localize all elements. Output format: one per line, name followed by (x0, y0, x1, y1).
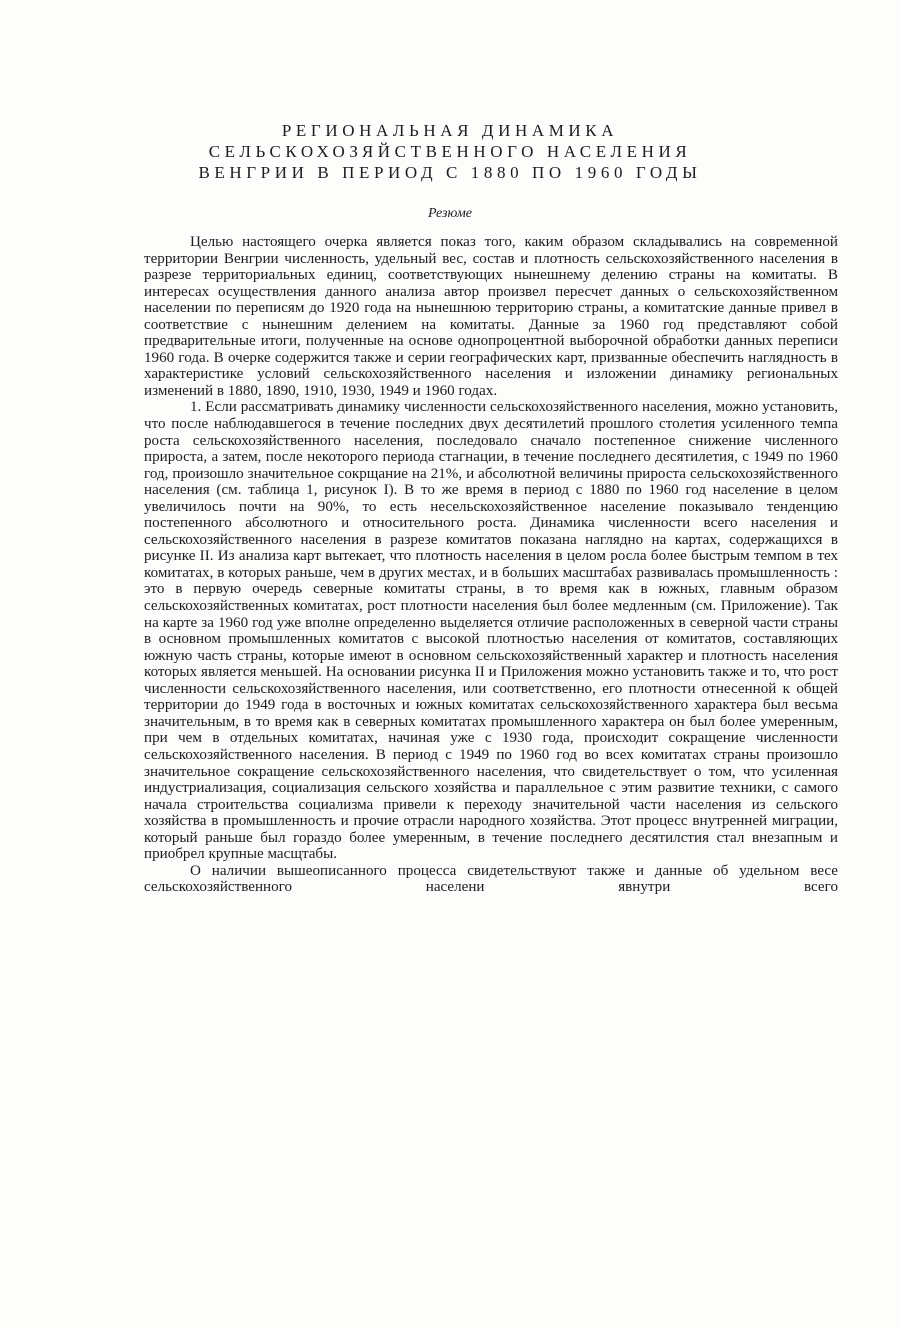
title-line: РЕГИОНАЛЬНАЯ ДИНАМИКА (281, 121, 619, 140)
title-line: ВЕНГРИИ В ПЕРИОД С 1880 ПО 1960 ГОДЫ (198, 163, 702, 182)
summary-heading: Резюме (427, 206, 473, 221)
body-text (144, 234, 838, 896)
paragraph: 1. Если рассматривать динамику численности сельскохозяйственного населения, можно установить, что после наблюдавшегося в течение последних двух десятилетий прошлого столетия усиленного темпа роста сельскохозяйственного населения, последовало сначало постепенное снижение численного прироста, а затем, после некоторого периода стагнации, в течение последнего десятилетия, с 1949 по 1960 год, произошло значительное сокрщание на 21%, и абсолютной величины прироста сельскохозяйственного населения (см. таблица 1, рисунок I). В то же время в период с 1880 по 1960 год население в целом увеличилось почти на 90%, то есть несельскохозяйственное население показывало тенденцию постепенного абсолютного и относительного роста. Динамика численности всего населения и сельскохозяйственного населения в разрезе комитатов показана наглядно на картах, содержащихся в рисунке II. Из анализа карт вытекает, что плотность населения в целом росла более быстрым темпом в тех комитатах, в которых раньше, чем в других местах, и в больших масштабах развивалась промышленность : это в первую очередь северные комитаты страны, в то время как в южных, главным образом сельскохозяйственных комитатах, рост плотности населения был более медленным (см. Приложение). Так на карте за 1960 год уже вполне определенно выделяется отличие расположенных в северной части страны в основном промышленных комитатов с высокой плотностью населения от комитатов, составляющих южную часть страны, которые имеют в основном сельскохозяйственный характер и плотность населения которых является меньшей. На основании рисунка II и Приложения можно установить также и то, что рост численности сельскохозяйственного населения, или соответственно, его плотности отнесенной к общей территории до 1949 года в восточных и южных комитатах сельскохозяйственного характера был весьма значительным, в то время как в северных комитатах промышленного характера он был более умеренным, при чем в отдельных комитатах, начиная уже с 1930 года, происходит сокращение численности сельскохозяйственного населения. В период с 1949 по 1960 год во всех комитатах страны произошло значительное сокращение сельскохозяйственного населения, что свидетельствует о том, что усиленная индустриализация, социализация сельского хозяйства и параллельное с этим развитие техники, с самого начала строительства социализма привели к переходу значительной части населения из сельского хозяйства в промышленность и прочие отрасли народного хозяйства. Этот процесс внутренней миграции, который раньше был гораздо более умеренным, в течение последнего десятилстия стал внезапным и приобрел крупные масщтабы. (144, 399, 838, 863)
paragraph: О наличии вышеописанного процесса свидетельствуют также и данные об удельном весе сельскохозяйственного населени явнутри всего (144, 862, 838, 896)
title-line: СЕЛЬСКОХОЗЯЙСТВЕННОГО НАСЕЛЕНИЯ (208, 142, 692, 161)
paragraph: Целью настоящего очерка является показ того, каким образом складывались на современной территории Венгрии численность, удельный вес, состав и плотность сельскохозяйственного населения в разрезе территориальных единиц, соответствующих нынешнему делению страны на комитаты. В интересах осуществления данного анализа автор произвел пересчет данных о сельскохозяйственном населении по переписям до 1920 года на нынешнюю территорию страны, а комитатские данные привел в соответствие с нынешним делением на комитаты. Данные за 1960 год представляют собой предварительные итоги, полученные на основе однопроцентной выборочной обработки данных переписи 1960 года. В очерке содержится также и серии географических карт, призванные обеспечить наглядность в характеристике условий сельскохозяйственного населения и изложении динамику региональных изменений в 1880, 1890, 1910, 1930, 1949 и 1960 годах. (144, 234, 838, 399)
article-title (120, 120, 780, 183)
